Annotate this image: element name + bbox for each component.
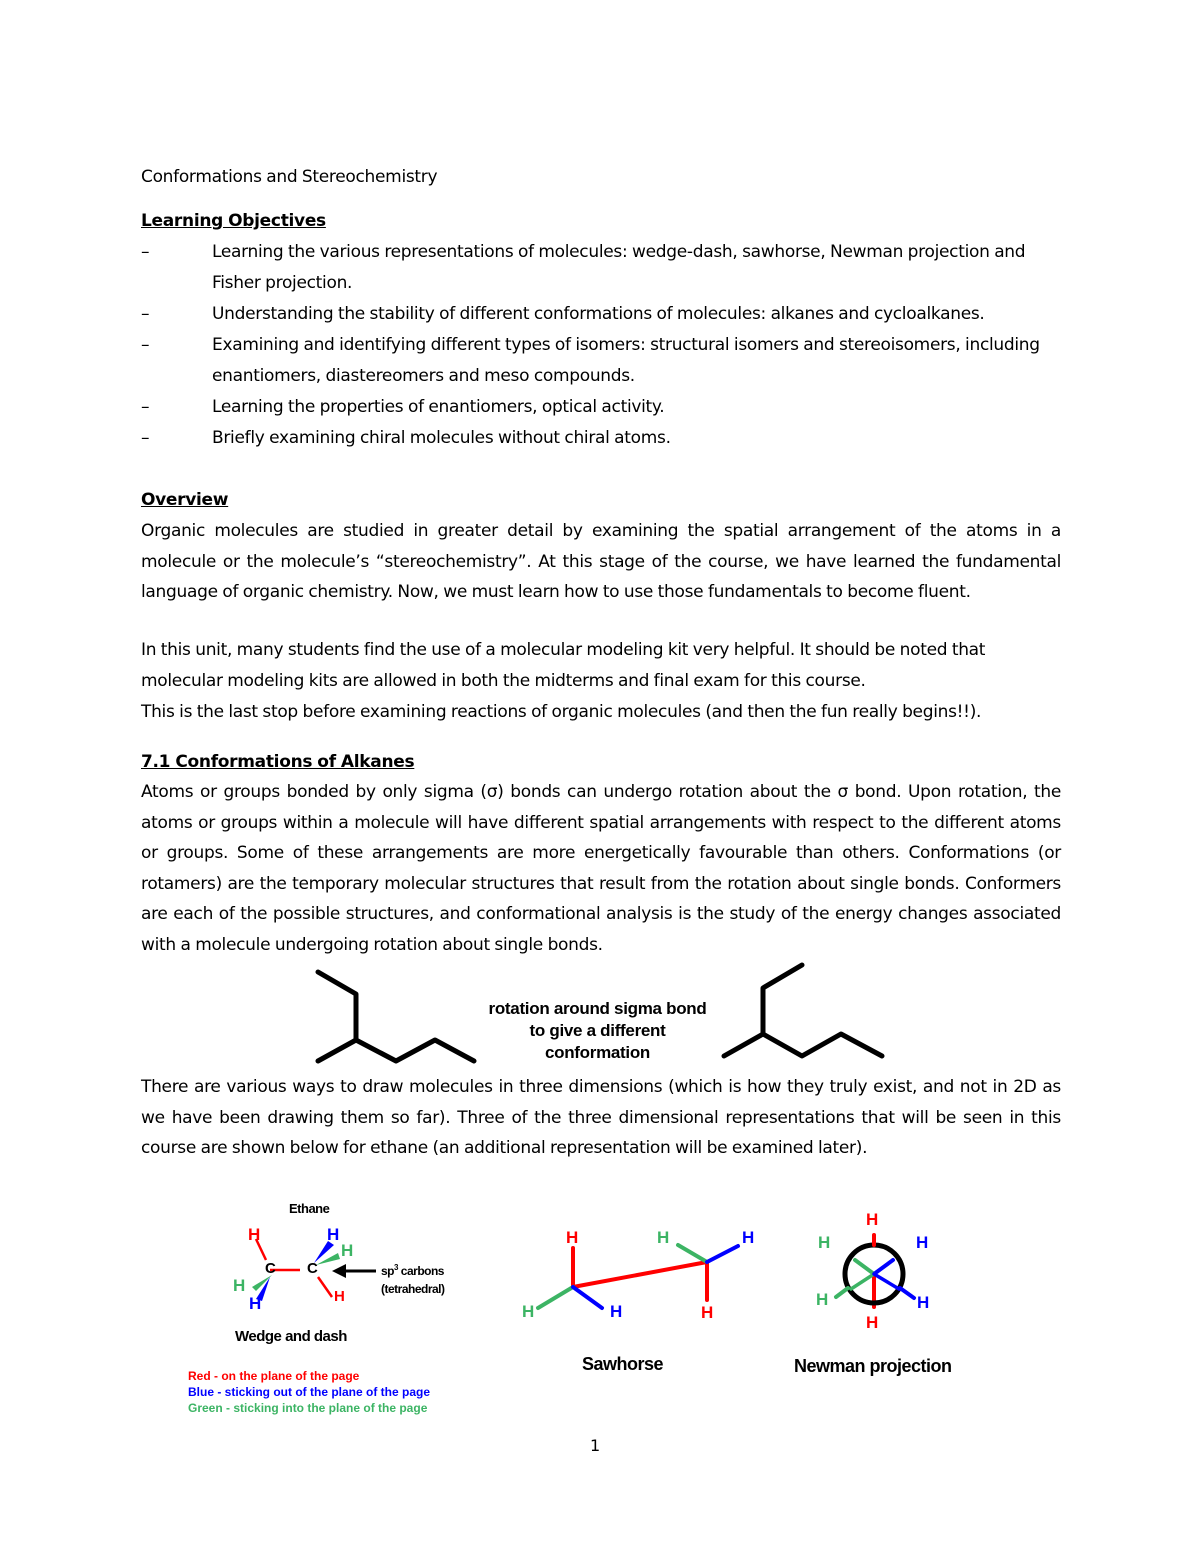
section-7-1-paragraph-2: There are various ways to draw molecules in three dimensions (which is how they truly exist, and not in 2D as we have been drawing them so far). Three of the three dimensional representations that will be seen in this course are shown below for ethane (an additional representation will be examined later). (141, 1077, 1061, 1158)
objectives-list (141, 237, 1061, 454)
rotation-label: rotation around sigma bond to give a different conformation (488, 999, 707, 1062)
legend-red: Red - on the plane of the page (188, 1369, 360, 1383)
atom-h: H (522, 1302, 535, 1321)
ethane-representations-figure (200, 1215, 1020, 1345)
page-title: Conformations and Stereochemistry (141, 167, 438, 187)
list-dash: – (141, 335, 150, 355)
legend-green: Green - sticking into the plane of the page (188, 1401, 428, 1415)
atom-c: C (265, 1260, 276, 1277)
atom-h: H (816, 1290, 829, 1309)
atom-h: H (742, 1228, 755, 1247)
atom-h: H (610, 1302, 623, 1321)
atom-h: H (866, 1210, 879, 1229)
atom-h: H (249, 1294, 262, 1313)
list-dash: – (141, 242, 150, 262)
page-number: 1 (590, 1436, 601, 1455)
list-dash: – (141, 428, 150, 448)
atom-h: H (341, 1241, 354, 1260)
atom-h: H (917, 1293, 930, 1312)
atom-h: H (818, 1233, 831, 1252)
overview-heading: Overview (141, 490, 229, 510)
atom-h: H (233, 1276, 246, 1295)
objective-item: – Learning the properties of enantiomers, optical activity. (141, 392, 1061, 423)
skeleton-left (318, 972, 474, 1061)
overview-paragraph-3: This is the last stop before examining reactions of organic molecules (and then the fun really begins!!). (141, 702, 982, 722)
tetrahedral-label: (tetrahedral) (381, 1282, 445, 1296)
objective-item: – Understanding the stability of different conformations of molecules: alkanes and cycloalkanes. (141, 299, 1061, 330)
atom-h: H (334, 1288, 345, 1305)
atom-h: H (866, 1313, 879, 1332)
atom-c: C (307, 1260, 318, 1277)
sawhorse-caption: Sawhorse (582, 1354, 664, 1374)
newman-projection-caption: Newman projection (794, 1356, 952, 1376)
newman-projection-structure (836, 1235, 914, 1307)
objective-item: – Learning the various representations of molecules: wedge-dash, sawhorse, Newman projection and Fisher projection. (141, 237, 1061, 299)
objective-item: – Briefly examining chiral molecules without chiral atoms. (141, 423, 1061, 454)
section-7-1-paragraph: Atoms or groups bonded by only sigma (σ) bonds can undergo rotation about the σ bond. Upon rotation, the atoms or groups within a molecule will have different spatial arrangements with respect to the different atoms or groups. Some of these arrangements are more energetically favourable than others. Conformations (or rotamers) are the temporary molecular structures that result from the rotation about single bonds. Conformers are each of the possible structures, and conformational analysis is the study of the energy changes associated with a molecule undergoing rotation about single bonds. (141, 782, 1061, 955)
atom-h: H (916, 1233, 929, 1252)
wedge-and-dash-caption: Wedge and dash (235, 1328, 347, 1345)
list-dash: – (141, 304, 150, 324)
atom-h: H (657, 1228, 670, 1247)
skeleton-right (724, 965, 882, 1056)
sawhorse-structure (538, 1245, 738, 1308)
section-heading-7-1: 7.1 Conformations of Alkanes (141, 752, 415, 772)
objective-item: – Examining and identifying different types of isomers: structural isomers and stereoisomers, including enantiomers, diastereomers and meso compounds. (141, 330, 1061, 392)
atom-h: H (701, 1303, 714, 1322)
overview-paragraph-1: Organic molecules are studied in greater detail by examining the spatial arrangement of the atoms in a molecule or the molecule’s “stereochemistry”. At this stage of the course, we have learned the fundamental language of organic chemistry. Now, we must learn how to use those fundamentals to become fluent. (141, 521, 1061, 602)
atom-h: H (248, 1225, 261, 1244)
list-dash: – (141, 397, 150, 417)
atom-h: H (566, 1228, 579, 1247)
ethane-label: Ethane (289, 1201, 330, 1216)
learning-objectives-heading: Learning Objectives (141, 211, 326, 231)
atom-h: H (327, 1225, 340, 1244)
sp3-carbons-label: $sp^3$ carbons (381, 1263, 444, 1278)
overview-paragraph-2: In this unit, many students find the use of a molecular modeling kit very helpful. It should be noted that molecular modeling kits are allowed in both the midterms and final exam for this course. (141, 640, 986, 691)
legend-blue: Blue - sticking out of the plane of the page (188, 1385, 431, 1399)
